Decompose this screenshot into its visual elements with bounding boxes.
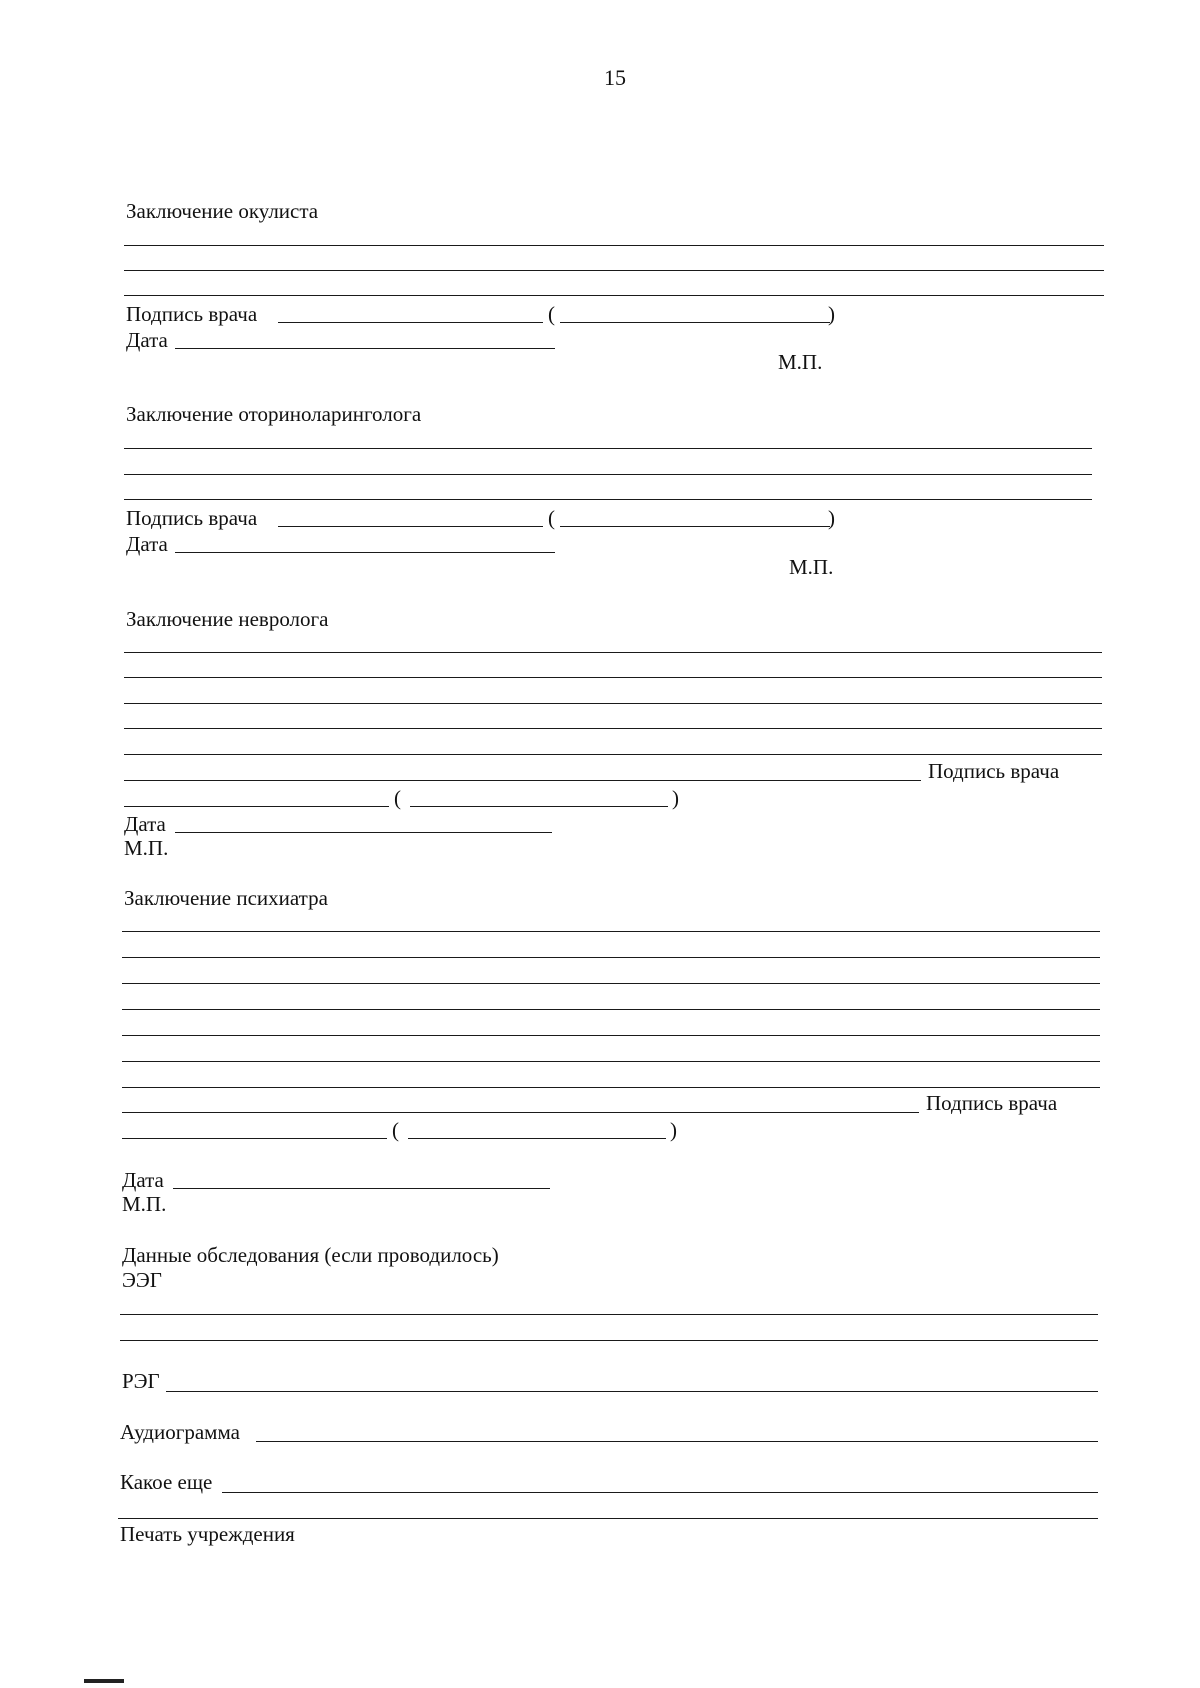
reg-label: РЭГ	[122, 1369, 160, 1393]
neurologist-signature-line[interactable]	[124, 806, 389, 807]
psychiatrist-close-paren: )	[670, 1118, 677, 1142]
neurologist-stamp: М.П.	[124, 836, 169, 860]
neurologist-line-6[interactable]	[124, 780, 921, 781]
reg-line[interactable]	[166, 1391, 1098, 1392]
neurologist-line-4[interactable]	[124, 728, 1102, 729]
ent-line-3[interactable]	[124, 499, 1092, 500]
ent-line-1[interactable]	[124, 448, 1092, 449]
psychiatrist-line-6[interactable]	[122, 1061, 1100, 1062]
psychiatrist-date-label: Дата	[122, 1168, 164, 1192]
psychiatrist-signature-label: Подпись врача	[926, 1091, 1058, 1115]
ent-signature-line[interactable]	[278, 526, 543, 527]
eeg-line-2[interactable]	[120, 1340, 1098, 1341]
neurologist-heading: Заключение невролога	[126, 607, 329, 631]
neurologist-date-label: Дата	[124, 812, 166, 836]
neurologist-line-1[interactable]	[124, 652, 1102, 653]
oculist-line-1[interactable]	[124, 245, 1104, 246]
page-number: 15	[604, 65, 626, 90]
oculist-close-paren: )	[828, 302, 835, 326]
oculist-heading: Заключение окулиста	[126, 199, 319, 223]
ent-line-2[interactable]	[124, 474, 1092, 475]
oculist-line-3[interactable]	[124, 295, 1104, 296]
oculist-open-paren: (	[548, 302, 555, 326]
oculist-date-line[interactable]	[175, 348, 555, 349]
neurologist-close-paren: )	[672, 786, 679, 810]
audiogram-label: Аудиограмма	[120, 1420, 240, 1444]
psychiatrist-date-line[interactable]	[173, 1188, 550, 1189]
psychiatrist-line-4[interactable]	[122, 1009, 1100, 1010]
psychiatrist-line-7[interactable]	[122, 1087, 1100, 1088]
audiogram-line[interactable]	[256, 1441, 1098, 1442]
neurologist-line-2[interactable]	[124, 677, 1102, 678]
other-line-2[interactable]	[118, 1518, 1098, 1519]
other-label: Какое еще	[120, 1470, 213, 1494]
ent-close-paren: )	[828, 506, 835, 530]
eeg-line-1[interactable]	[120, 1314, 1098, 1315]
oculist-stamp: М.П.	[778, 350, 823, 374]
neurologist-line-5[interactable]	[124, 754, 1102, 755]
ent-heading: Заключение оториноларинголога	[126, 402, 422, 426]
neurologist-open-paren: (	[394, 786, 401, 810]
psychiatrist-line-1[interactable]	[122, 931, 1100, 932]
ent-date-label: Дата	[126, 532, 168, 556]
neurologist-line-3[interactable]	[124, 703, 1102, 704]
oculist-name-line[interactable]	[560, 322, 830, 323]
oculist-line-2[interactable]	[124, 270, 1104, 271]
psychiatrist-open-paren: (	[392, 1118, 399, 1142]
psychiatrist-line-2[interactable]	[122, 957, 1100, 958]
ent-name-line[interactable]	[560, 526, 830, 527]
oculist-signature-label: Подпись врача	[126, 302, 258, 326]
psychiatrist-name-line[interactable]	[408, 1138, 666, 1139]
neurologist-signature-label: Подпись врача	[928, 759, 1060, 783]
psychiatrist-signature-line[interactable]	[122, 1138, 387, 1139]
ent-stamp: М.П.	[789, 555, 834, 579]
psychiatrist-line-3[interactable]	[122, 983, 1100, 984]
psychiatrist-line-8[interactable]	[122, 1112, 919, 1113]
neurologist-name-line[interactable]	[410, 806, 668, 807]
scan-artifact	[84, 1679, 124, 1683]
psychiatrist-line-5[interactable]	[122, 1035, 1100, 1036]
oculist-date-label: Дата	[126, 328, 168, 352]
institution-stamp: Печать учреждения	[120, 1522, 295, 1546]
neurologist-date-line[interactable]	[175, 832, 552, 833]
eeg-label: ЭЭГ	[122, 1268, 162, 1292]
psychiatrist-stamp: М.П.	[122, 1192, 167, 1216]
ent-open-paren: (	[548, 506, 555, 530]
ent-date-line[interactable]	[175, 552, 555, 553]
psychiatrist-heading: Заключение психиатра	[124, 886, 328, 910]
examination-heading: Данные обследования (если проводилось)	[122, 1243, 499, 1267]
other-line[interactable]	[222, 1492, 1098, 1493]
oculist-signature-line[interactable]	[278, 322, 543, 323]
ent-signature-label: Подпись врача	[126, 506, 258, 530]
